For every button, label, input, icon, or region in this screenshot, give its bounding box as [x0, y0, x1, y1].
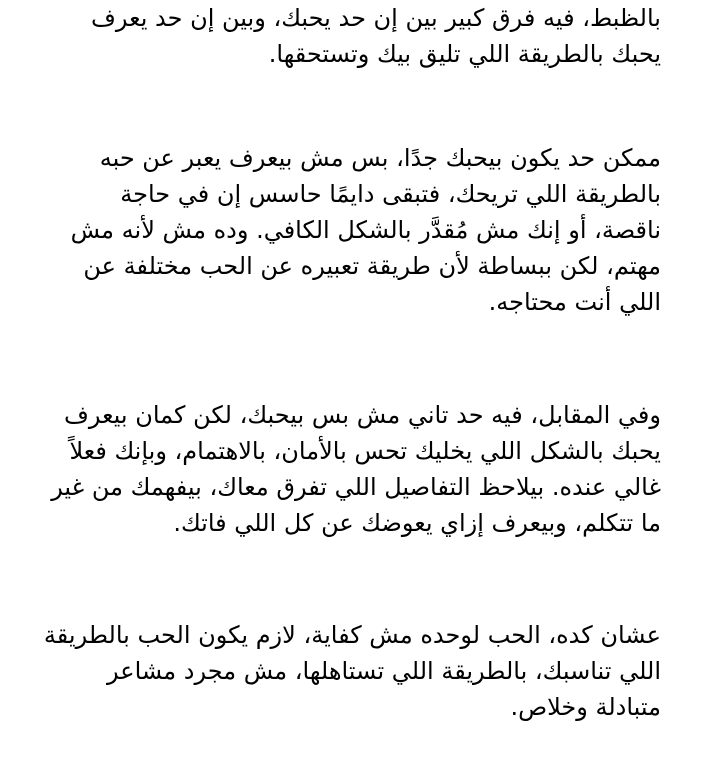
- paragraph-line: ممكن حد يكون بيحبك جدًا، بس مش بيعرف يعبر عن حبه: [99, 144, 661, 172]
- paragraph-line: ما تتكلم، وبيعرف إزاي يعوضك عن كل اللي فاتك.: [173, 509, 661, 537]
- paragraph-4: [44, 617, 661, 725]
- paragraph-line: متبادلة وخلاص.: [510, 693, 661, 721]
- paragraph-line: عشان كده، الحب لوحده مش كفاية، لازم يكون الحب بالطريقة: [43, 621, 661, 649]
- paragraph-line: غالي عنده. بيلاحظ التفاصيل اللي تفرق معاك، بيفهمك من غير: [51, 473, 661, 501]
- paragraph-line: يحبك بالشكل اللي يخليك تحس بالأمان، بالاهتمام، وبإنك فعلاً: [69, 437, 661, 465]
- paragraph-line: اللي أنت محتاجه.: [488, 288, 661, 316]
- paragraph-line: بالظبط، فيه فرق كبير بين إن حد يحبك، وبين إن حد يعرف: [91, 4, 661, 32]
- paragraph-1: [91, 0, 661, 72]
- paragraph-line: وفي المقابل، فيه حد تاني مش بس بيحبك، لكن كمان بيعرف: [63, 401, 661, 429]
- paragraph-line: ناقصة، أو إنك مش مُقدَّر بالشكل الكافي. وده مش لأنه مش: [70, 216, 661, 244]
- paragraph-line: مهتم، لكن ببساطة لأن طريقة تعبيره عن الحب مختلفة عن: [83, 252, 661, 280]
- paragraph-3: [51, 397, 661, 541]
- paragraph-line: بالطريقة اللي تريحك، فتبقى دايمًا حاسس إن في حاجة: [120, 180, 661, 208]
- paragraph-2: [71, 140, 661, 320]
- paragraph-line: اللي تناسبك، بالطريقة اللي تستاهلها، مش مجرد مشاعر: [107, 657, 661, 685]
- paragraph-line: يحبك بالطريقة اللي تليق بيك وتستحقها.: [268, 40, 661, 68]
